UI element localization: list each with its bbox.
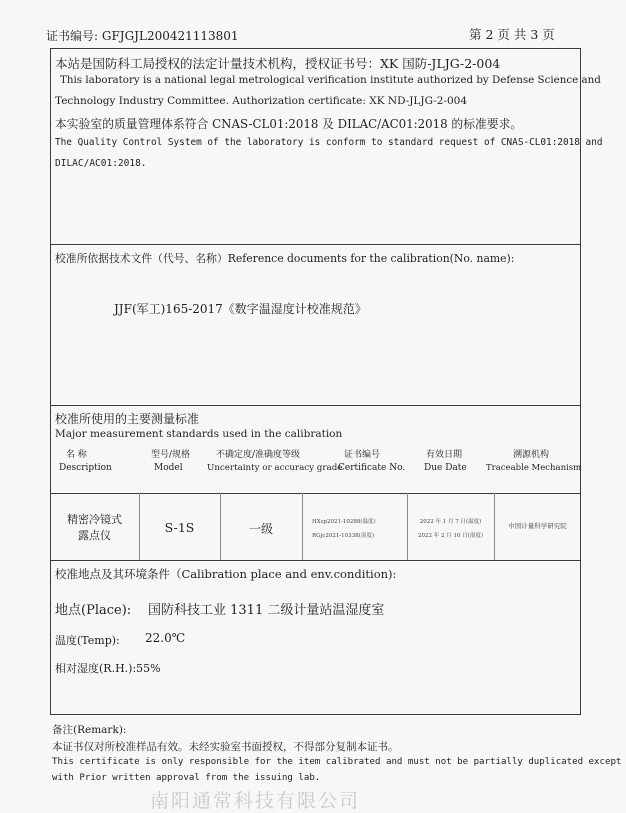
remark-en-2: with Prior written approval from the issuing lab. [52, 773, 321, 783]
column-header-name-en: Description [59, 463, 112, 473]
column-header-name: 名 称 [66, 450, 87, 460]
authority-statement-en-2: Technology Industry Committee. Authorization certificate: XK ND-JLJG-2-004 [55, 95, 468, 107]
column-header-mechanism: 溯源机构 [513, 450, 550, 460]
reference-heading: 校准所依据技术文件（代号、名称）Reference documents for the calibration(No. name): [55, 252, 515, 265]
remark-label: 备注(Remark): [52, 724, 127, 736]
standard-name [50, 512, 139, 544]
column-header-model-en: Model [154, 463, 183, 473]
column-header-mechanism-en: Traceable Mechanism [486, 463, 582, 473]
divider [50, 493, 581, 494]
column-header-model: 型号/规格 [151, 450, 191, 460]
standard-name-line1: 精密冷镜式 [67, 513, 122, 526]
page-number: 第 2 页 共 3 页 [469, 27, 555, 42]
quality-statement-en-2: DILAC/AC01:2018. [55, 158, 147, 169]
column-header-grade: 不确定度/准确度等级 [216, 450, 301, 460]
standard-certificate-line2: RGjc2021-10338(湿度) [312, 533, 374, 539]
place-label: 地点(Place): [55, 603, 132, 618]
reference-document: JJF(军工)165-2017《数字温湿度计校准规范》 [114, 302, 367, 316]
standard-due-date [407, 515, 494, 543]
temperature-value: 22.0℃ [145, 631, 186, 645]
standard-certificate [302, 515, 407, 543]
standard-model: S-1S [164, 520, 195, 535]
humidity-reading: 相对湿度(R.H.):55% [55, 662, 161, 675]
column-header-grade-en: Uncertainty or accuracy grade [207, 463, 343, 473]
temperature-label: 温度(Temp): [55, 634, 120, 647]
standards-heading-en: Major measurement standards used in the calibration [55, 428, 343, 440]
conditions-heading: 校准地点及其环境条件（Calibration place and env.condition): [55, 567, 397, 581]
place-value: 国防科技工业 1311 二级计量站温湿度室 [148, 603, 385, 618]
quality-statement-en-1: The Quality Control System of the laboratory is conform to standard request of CNAS-CL01:2018 and [55, 137, 603, 148]
standard-mechanism: 中国计量科学研究院 [508, 522, 567, 530]
authority-statement-en-1: This laboratory is a national legal metrological verification institute authorized by Defense Science and [60, 74, 601, 86]
standards-heading-cn: 校准所使用的主要测量标准 [55, 412, 200, 426]
standard-name-line2: 露点仪 [78, 529, 111, 542]
column-header-date-en: Due Date [424, 463, 467, 473]
column-header-date: 有效日期 [426, 450, 463, 460]
authority-statement-cn: 本站是国防科工局授权的法定计量技术机构，授权证书号：XK 国防-JLJG-2-004 [55, 56, 501, 71]
divider [50, 244, 581, 245]
remark-en-1: This certificate is only responsible for the item calibrated and must not be partially duplicated except [52, 757, 622, 767]
footer-company-fragment: 南阳通常科技有限公司 [150, 790, 361, 812]
standard-due-date-line2: 2022 年 2 月 10 日(湿度) [417, 533, 484, 539]
divider [50, 560, 581, 561]
quality-statement-cn: 本实验室的质量管理体系符合 CNAS-CL01:2018 及 DILAC/AC01:2018 的标准要求。 [55, 117, 523, 131]
divider [50, 405, 581, 406]
standard-grade: 一级 [248, 522, 273, 536]
certificate-number: 证书编号: GFJGJL200421113801 [46, 29, 239, 43]
standard-due-date-line1: 2022 年 1 月 7 日(温度) [419, 519, 482, 525]
standard-certificate-line1: HXsp2021-10288(温度) [312, 519, 376, 525]
column-header-cert: 证书编号 [344, 450, 381, 460]
column-header-cert-en: Certificate No. [338, 463, 406, 473]
remark-cn: 本证书仅对所校准样品有效。未经实验室书面授权，不得部分复制本证书。 [52, 741, 399, 753]
